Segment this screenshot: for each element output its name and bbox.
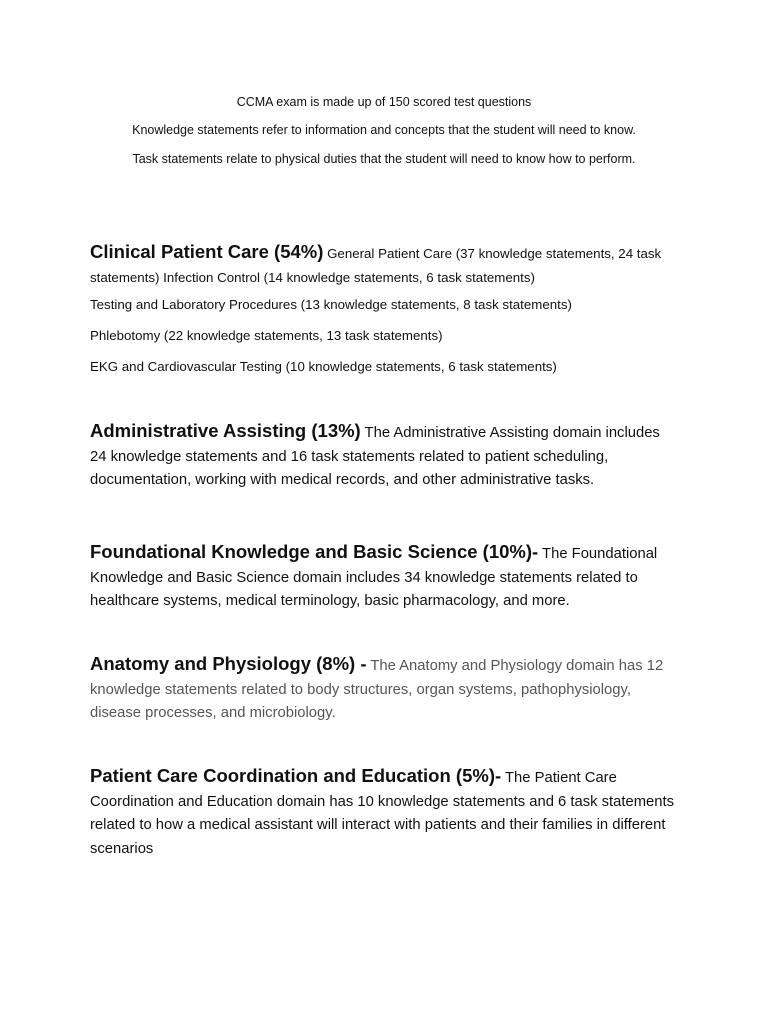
admin-heading: Administrative Assisting (13%) <box>90 420 361 441</box>
section-anatomy-physiology <box>90 652 680 726</box>
section-foundational-knowledge <box>90 540 680 614</box>
anatomy-heading: Anatomy and Physiology (8%) - <box>90 653 367 674</box>
clinical-item-phlebotomy: Phlebotomy (22 knowledge statements, 13 task statements) <box>90 328 443 343</box>
section-administrative-assisting <box>90 419 680 493</box>
intro-exam-summary: CCMA exam is made up of 150 scored test questions <box>236 95 532 109</box>
section-care-coordination <box>90 764 680 861</box>
intro-task-definition: Task statements relate to physical duties that the student will need to know how to perform. <box>132 152 636 166</box>
clinical-heading: Clinical Patient Care (54%) <box>90 241 324 262</box>
intro-knowledge-definition: Knowledge statements refer to information and concepts that the student will need to know. <box>132 123 636 137</box>
clinical-item-testing: Testing and Laboratory Procedures (13 knowledge statements, 8 task statements) <box>90 297 572 312</box>
foundational-description: The Foundational Knowledge and Basic Science domain includes 34 knowledge statements related to healthcare systems, medical terminology, basic pharmacology, and more. <box>90 546 658 609</box>
section-clinical-patient-care <box>90 240 680 290</box>
admin-description: The Administrative Assisting domain includes 24 knowledge statements and 16 task statements related to patient scheduling, documentation, working with medical records, and other administrative tasks. <box>90 425 660 488</box>
coordination-description: The Patient Care Coordination and Education domain has 10 knowledge statements and 6 task statements related to how a medical assistant will interact with patients and their families in different scenarios <box>90 770 675 857</box>
anatomy-description: The Anatomy and Physiology domain has 12 knowledge statements related to body structures, organ systems, pathophysiology, disease processes, and microbiology. <box>90 658 664 721</box>
clinical-item-ekg: EKG and Cardiovascular Testing (10 knowledge statements, 6 task statements) <box>90 359 557 374</box>
coordination-heading: Patient Care Coordination and Education (5%)- <box>90 765 502 786</box>
foundational-heading: Foundational Knowledge and Basic Science (10%)- <box>90 541 539 562</box>
clinical-description: General Patient Care (37 knowledge statements, 24 task statements) Infection Control (14 knowledge statements, 6 task statements) <box>90 246 662 285</box>
